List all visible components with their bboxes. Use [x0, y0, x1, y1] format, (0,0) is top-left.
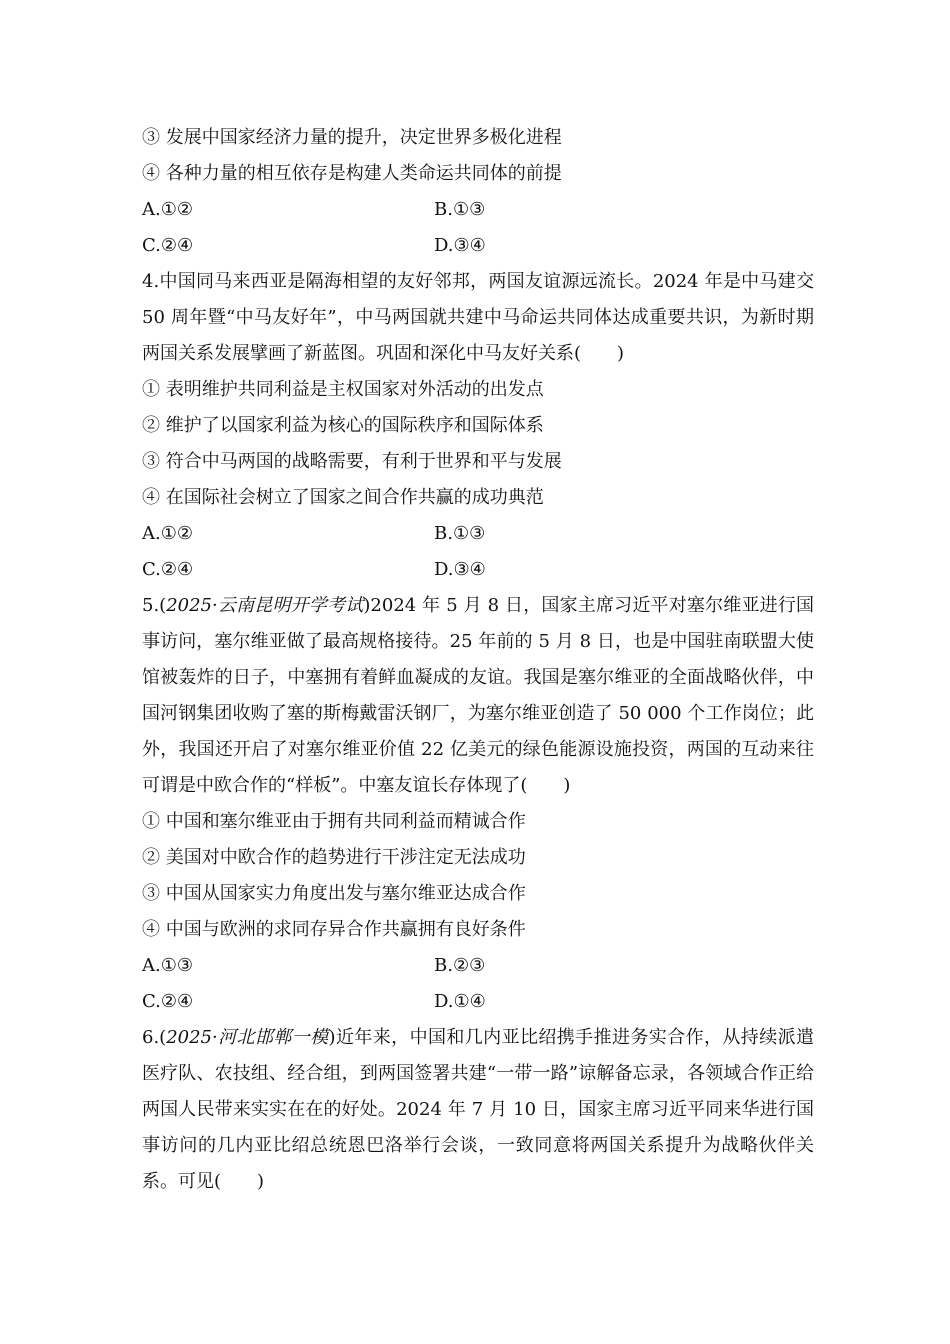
- q5-number: 5.(: [142, 595, 167, 616]
- q3-statement-4: ④ 各种力量的相互依存是构建人类命运共同体的前提: [142, 163, 562, 184]
- q5-options-row-2: [142, 984, 814, 1020]
- q4-option-c: C.②④: [142, 559, 194, 580]
- q5-stem-paragraph: [142, 588, 814, 804]
- q3-option-c: C.②④: [142, 235, 194, 256]
- q5-option-c: C.②④: [142, 991, 194, 1012]
- q4-options-row-1: [142, 516, 814, 552]
- q4-statement-2: ② 维护了以国家利益为核心的国际秩序和国际体系: [142, 415, 544, 436]
- q5-option-d: D.①④: [434, 991, 486, 1012]
- q4-option-b: B.①③: [434, 523, 486, 544]
- q3-option-a: A.①②: [142, 199, 193, 220]
- q5-option-b: B.②③: [434, 955, 486, 976]
- q4-statement-4: ④ 在国际社会树立了国家之间合作共赢的成功典范: [142, 487, 544, 508]
- q5-statement-1: ① 中国和塞尔维亚由于拥有共同利益而精诚合作: [142, 811, 526, 832]
- question-content: [142, 120, 814, 1200]
- q3-options-row-2: [142, 228, 814, 264]
- q4-option-a: A.①②: [142, 523, 193, 544]
- q4-option-d: D.③④: [434, 559, 486, 580]
- q4-statement-3: ③ 符合中马两国的战略需要，有利于世界和平与发展: [142, 451, 562, 472]
- q3-statement-3: ③ 发展中国家经济力量的提升，决定世界多极化进程: [142, 127, 562, 148]
- q5-option-a: A.①③: [142, 955, 193, 976]
- q5-options-row-1: [142, 948, 814, 984]
- q6-stem: )近年来，中国和几内亚比绍携手推进务实合作，从持续派遣医疗队、农技组、经合组，到两国签署共建“一带一路”谅解备忘录，各领域合作正给两国人民带来实实在在的好处。2024 年 7 月 10 日，国家主席习近平同来华进行国事访问的几内亚比绍总统恩巴洛举行会谈，一致同意将两国关系提升为战略伙伴关系。可见( ): [142, 1027, 814, 1192]
- q6-source: 2025·河北邯郸一模: [166, 1027, 329, 1048]
- q5-statement-2: ② 美国对中欧合作的趋势进行干涉注定无法成功: [142, 847, 526, 868]
- q4-stem: 4.中国同马来西亚是隔海相望的友好邻邦，两国友谊源远流长。2024 年是中马建交 50 周年暨“中马友好年”，中马两国就共建中马命运共同体达成重要共识，为新时期两国关系发展擘画了新蓝图。巩固和深化中马友好关系( ): [142, 271, 814, 364]
- q5-statement-3: ③ 中国从国家实力角度出发与塞尔维亚达成合作: [142, 883, 526, 904]
- q3-option-b: B.①③: [434, 199, 486, 220]
- q4-options-row-2: [142, 552, 814, 588]
- q5-stem: )2024 年 5 月 8 日，国家主席习近平对塞尔维亚进行国事访问，塞尔维亚做了最高规格接待。25 年前的 5 月 8 日，也是中国驻南联盟大使馆被轰炸的日子，中塞拥有着鲜血凝成的友谊。我国是塞尔维亚的全面战略伙伴，中国河钢集团收购了塞的斯梅戴雷沃钢厂，为塞尔维亚创造了 50 000 个工作岗位；此外，我国还开启了对塞尔维亚价值 22 亿美元的绿色能源设施投资，两国的互动来往可谓是中欧合作的“样板”。中塞友谊长存体现了( ): [142, 595, 815, 796]
- q3-options-row-1: [142, 192, 814, 228]
- q6-stem-paragraph: [142, 1020, 814, 1200]
- q4-statement-1: ① 表明维护共同利益是主权国家对外活动的出发点: [142, 379, 544, 400]
- q5-statement-4: ④ 中国与欧洲的求同存异合作共赢拥有良好条件: [142, 919, 526, 940]
- q6-number: 6.(: [142, 1027, 167, 1048]
- q5-source: 2025·云南昆明开学考试: [166, 595, 364, 616]
- q3-option-d: D.③④: [434, 235, 486, 256]
